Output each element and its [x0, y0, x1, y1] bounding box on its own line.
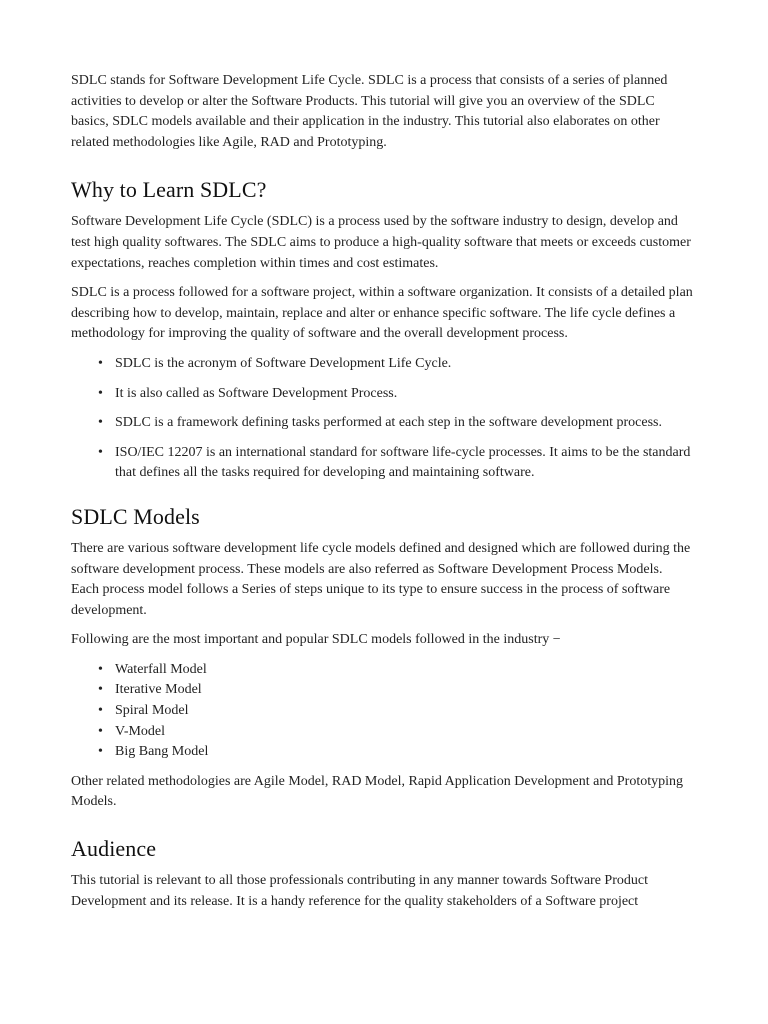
bullet-icon: •	[98, 415, 103, 431]
bullet-icon: •	[98, 682, 103, 698]
list-item: • It is also called as Software Development Process.	[115, 384, 693, 405]
why-paragraph-2: SDLC is a process followed for a software project, within a software organization. It consists of a detailed plan describing how to develop, maintain, replace and alter or enhance specific software. The life cycle defines a methodology for improving the quality of software and the overall development process.	[71, 285, 693, 342]
bullet-icon: •	[98, 744, 103, 760]
list-item: • ISO/IEC 12207 is an international standard for software life-cycle processes. It aims to be the standard that defines all the tasks required for developing and maintaining software.	[98, 444, 691, 481]
document-page	[71, 71, 693, 921]
models-bullet-list	[71, 660, 693, 763]
audience-paragraph-1: This tutorial is relevant to all those professionals contributing in any manner towards Software Product Development and its release. It is a handy reference for the quality stakeholders of a Software project	[71, 873, 648, 909]
list-item: • Waterfall Model	[115, 660, 693, 681]
why-learn-heading: Why to Learn SDLC?	[71, 177, 267, 203]
audience-heading: Audience	[71, 836, 157, 862]
models-paragraph-1: There are various software development life cycle models defined and designed which are followed during the software development process. These models are also referred as Software Development Process Models. Each process model follows a Series of steps unique to its type to ensure success in the process of software development.	[71, 540, 691, 618]
bullet-icon: •	[98, 723, 103, 739]
bullet-icon: •	[98, 703, 103, 719]
bullet-icon: •	[98, 444, 103, 460]
bullet-icon: •	[98, 661, 103, 677]
list-item: • SDLC is the acronym of Software Development Life Cycle.	[115, 354, 693, 375]
bullet-icon: •	[98, 385, 103, 401]
models-paragraph-3: Other related methodologies are Agile Model, RAD Model, Rapid Application Development and Prototyping Models.	[71, 773, 683, 810]
why-bullet-list	[71, 354, 693, 484]
why-paragraph-1: Software Development Life Cycle (SDLC) is a process used by the software industry to design, develop and test high quality softwares. The SDLC aims to produce a high-quality software that meets or exceeds customer expectations, reaches completion within times and cost estimates.	[71, 214, 691, 271]
list-item: • Iterative Model	[115, 680, 693, 701]
intro-paragraph: SDLC stands for Software Development Life Cycle. SDLC is a process that consists of a series of planned activities to develop or alter the Software Products. This tutorial will give you an overview of the SDLC basics, SDLC models available and their application in the industry. This tutorial also elaborates on other related methodologies like Agile, RAD and Prototyping.	[71, 73, 668, 150]
list-item: • Spiral Model	[115, 701, 693, 722]
sdlc-models-heading: SDLC Models	[71, 503, 200, 529]
models-paragraph-2: Following are the most important and popular SDLC models followed in the industry −	[71, 632, 561, 648]
list-item: • Big Bang Model	[115, 742, 693, 763]
list-item: • SDLC is a framework defining tasks performed at each step in the software development process.	[115, 413, 693, 434]
bullet-icon: •	[98, 355, 103, 371]
list-item: • V-Model	[115, 722, 693, 743]
